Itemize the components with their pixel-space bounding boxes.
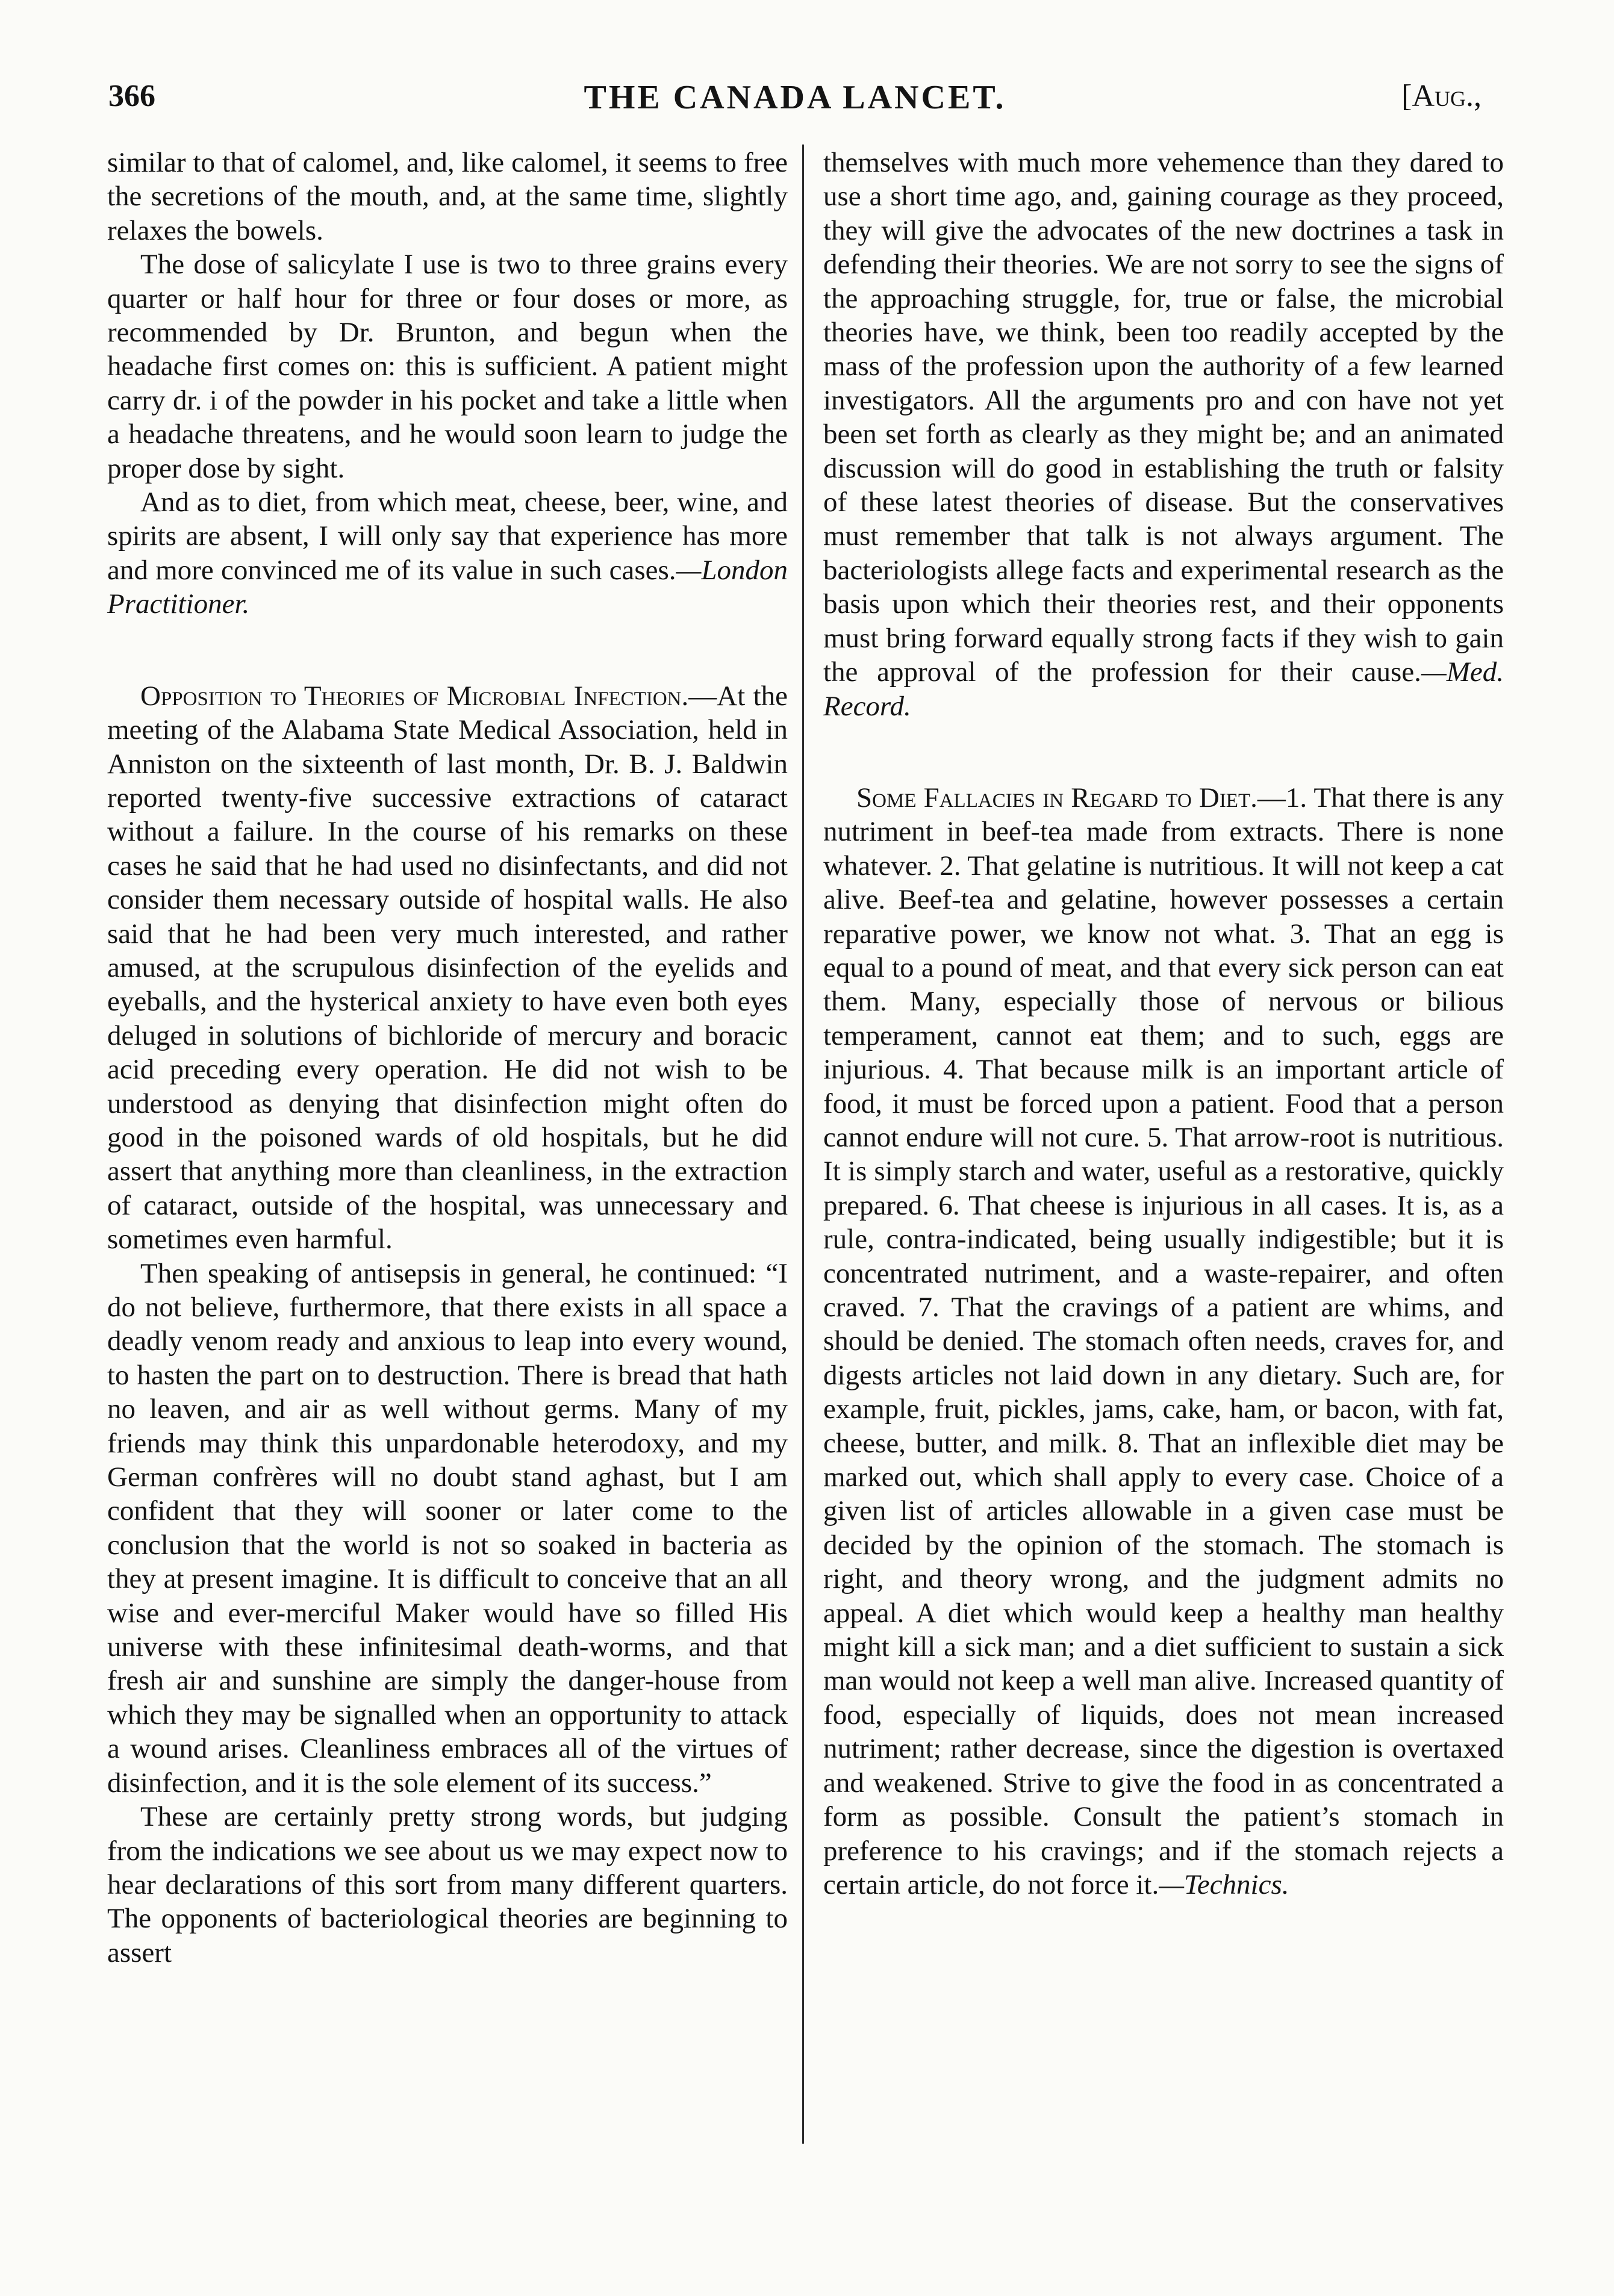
paragraph-diet-text: And as to diet, from which meat, cheese, beer, wine, and spirits are absent, I will only say that experience has more and more convinced me of its value in such cases. [107, 487, 788, 586]
section-gap [823, 723, 1504, 781]
paragraph-text: themselves with much more vehemence than they dared to use a short time ago, and, gaining courage as they proceed, they will give the advocates of the new doctrines a task in defending their theories. We are not sorry to see the signs of the approaching struggle, for, true or false, the microbial theories have, we think, been too readily accepted by the mass of the profession upon the authority of a few learned investigators. All the arguments pro and con have not yet been set forth as clearly as they might be; and an animated discussion will do good in establishing the truth or falsity of these latest theories of disease. But the conservatives must remember that talk is not always argument. The bacteriologists allege facts and experimental research as the basis upon which their theories rest, and their opponents must bring forward equally strong facts if they wish to gain the approval of the profession for their cause. [823, 147, 1504, 688]
source-citation: —Technics. [1159, 1868, 1289, 1900]
section-gap [107, 621, 788, 679]
column-divider [802, 145, 804, 2144]
page-number: 366 [108, 79, 155, 113]
left-column [107, 146, 788, 1970]
article-diet-fallacies [823, 781, 1504, 1902]
paragraph-continuation: similar to that of calomel, and, like calomel, it seems to free the secretions of the mouth, and, at the same time, slightly relaxes the bowels. [107, 147, 788, 246]
article-heading: Some Fallacies in Regard to Diet. [856, 782, 1257, 814]
paragraph-strong-words: These are certainly pretty strong words, but judging from the indications we see about us we may expect now to hear declarations of this sort from many different quarters. The opponents of bacteriological theories are beginning to assert [107, 1801, 788, 1968]
source-citation: —London Practitioner. [107, 554, 788, 620]
paragraph-continuation [823, 146, 1504, 723]
paragraph-diet [107, 485, 788, 621]
article-body: —At the meeting of the Alabama State Medical Association, held in Anniston on the sixteenth of last month, Dr. B. J. Baldwin reported twenty-five successive extractions of cataract without a failure. In the course of his remarks on these cases he said that he had used no disinfectants, and did not consider them necessary outside of hospital walls. He also said that he had been very much interested, and rather amused, at the scrupulous disinfection of the eyelids and eyeballs, and the hysterical anxiety to have even both eyes deluged in solutions of bichloride of mercury and boracic acid preceding every operation. He did not wish to be understood as denying that disinfection might often do good in the poisoned wards of old hospitals, but he did assert that anything more than cleanliness, in the extraction of cataract, outside of the hospital, was unnecessary and sometimes even harmful. [107, 680, 788, 1255]
right-column [823, 146, 1504, 1902]
month-open-bracket: [ [1401, 79, 1412, 113]
journal-title: THE CANADA LANCET. [584, 79, 1006, 116]
month-label: Aug. [1412, 79, 1474, 113]
article-body: —1. That there is any nutriment in beef-tea made from extracts. There is none whatever. 2. That gelatine is nutritious. It will not keep a cat alive. Beef-tea and gelatine, however possesses a certain reparative power, we know not what. 3. That an egg is equal to a pound of meat, and that every sick person can eat them. Many, especially those of nervous or bilious temperament, cannot eat them; and to such, eggs are injurious. 4. That because milk is an important article of food, it must be forced upon a patient. Food that a person cannot endure will not cure. 5. That arrow-root is nutritious. It is simply starch and water, useful as a restorative, quickly prepared. 6. That cheese is injurious in all cases. It is, as a rule, contra-indicated, being usually indigestible; but it is concentrated nutriment, and a waste-repairer, and often craved. 7. That the cravings of a patient are whims, and should be denied. The stomach often needs, craves for, and digests articles not laid down in any dietary. Such are, for example, fruit, pickles, jams, cake, ham, or bacon, with fat, cheese, butter, and milk. 8. That an inflexible diet may be marked out, which shall apply to every case. Choice of a given list of articles allowable in a given case must be decided by the opinion of the stomach. The stomach is right, and theory wrong, and the judgment admits no appeal. A diet which would keep a healthy man healthy might kill a sick man; and a diet sufficient to sustain a sick man would not keep a well man alive. Increased quantity of food, especially of liquids, does not mean increased nutriment; rather decrease, since the digestion is overtaxed and weakened. Strive to give the food in as concentrated a form as possible. Consult the patient’s stomach in preference to his cravings; and if the stomach rejects a certain article, do not force it. [823, 782, 1504, 1900]
running-header [108, 78, 1482, 132]
issue-month [1401, 78, 1482, 114]
source-citation: —Med. Record. [823, 656, 1504, 722]
paragraph-salicylate-dose: The dose of salicylate I use is two to three grains every quarter or half hour for three or four doses or more, as recommended by Dr. Brunton, and begun when the headache first comes on: this is sufficient. A patient might carry dr. i of the powder in his pocket and take a little when a headache threatens, and he would soon learn to judge the proper dose by sight. [107, 249, 788, 484]
article-heading: Opposition to Theories of Microbial Infection. [140, 680, 689, 712]
paragraph-antisepsis-quote: Then speaking of antisepsis in general, he continued: “I do not believe, furthermore, that there exists in all space a deadly venom ready and anxious to leap into every wound, to hasten the part on to destruction. There is bread that hath no leaven, and air as well without germs. Many of my friends may think this unpardonable heterodoxy, and my German confrères will no doubt stand aghast, but I am confident that they will sooner or later come to the conclusion that the world is not so soaked in bacteria as they at present imagine. It is difficult to conceive that an all wise and ever-merciful Maker would have so filled His universe with these infinitesimal death-worms, and that fresh air and sunshine are simply the danger-house from which they may be signalled when an opportunity to attack a wound arises. Cleanliness embraces all of the virtues of disinfection, and it is the sole element of its success.” [107, 1257, 788, 1799]
article-microbial-infection [107, 679, 788, 1257]
month-comma: , [1474, 79, 1482, 113]
